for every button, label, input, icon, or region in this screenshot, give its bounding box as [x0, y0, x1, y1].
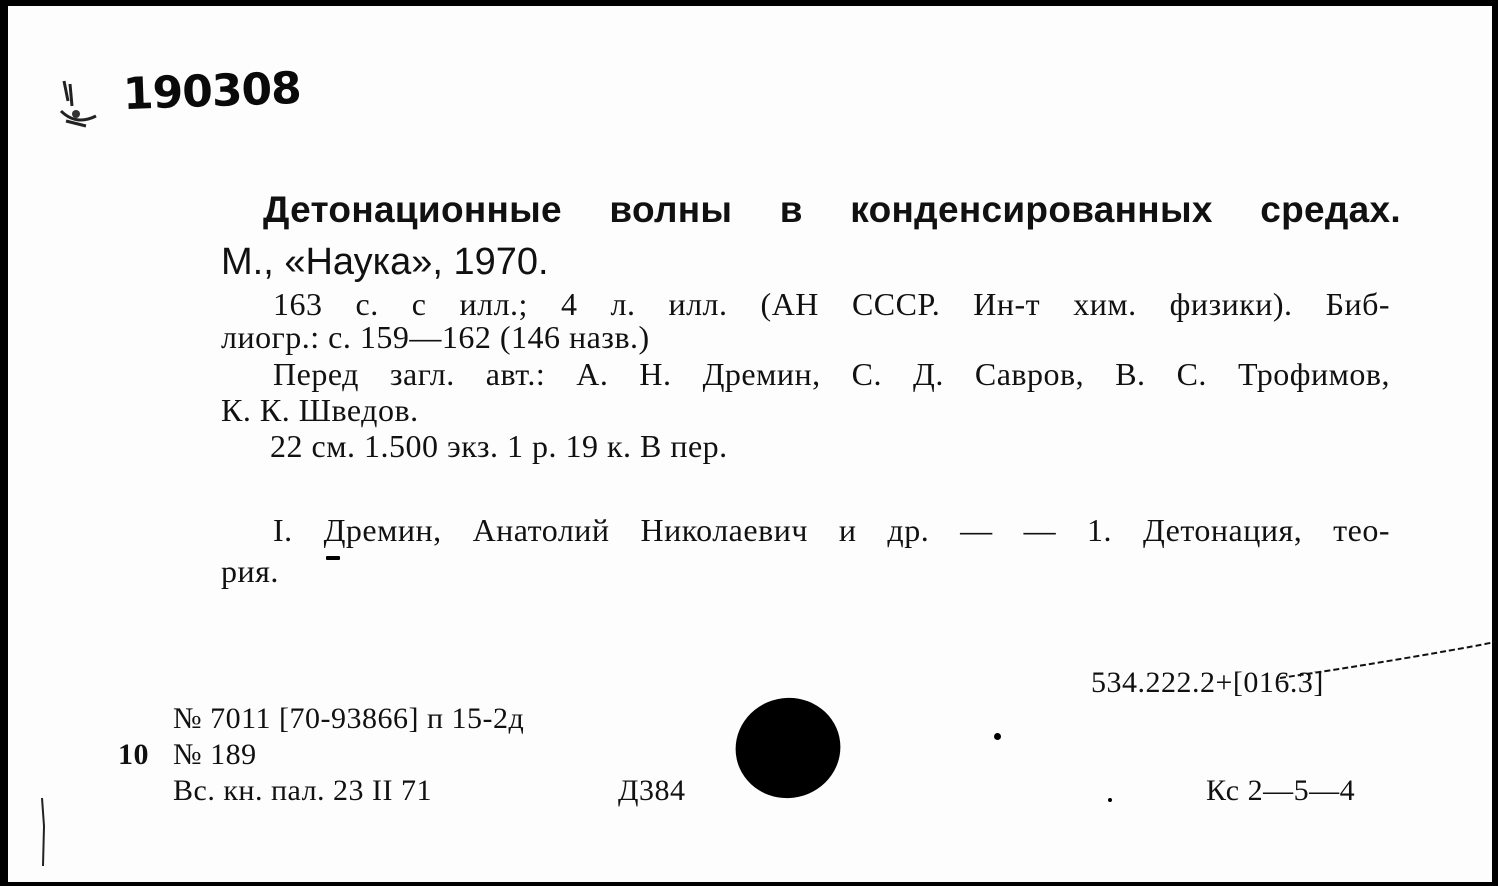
description-line-3: Перед загл. авт.: А. Н. Дремин, С. Д. Савров, В. С. Трофимов,: [273, 356, 1390, 392]
ink-dot: [1108, 798, 1112, 802]
tracing-line-2: рия.: [221, 553, 279, 589]
description-line-5: 22 см. 1.500 экз. 1 р. 19 к. В пер.: [270, 428, 728, 464]
book-title: Детонационные волны в конденсированных средах.: [263, 189, 1401, 230]
publication-info: М., «Наука», 1970.: [221, 241, 549, 283]
lot-number: № 189: [173, 738, 257, 771]
price-code: Д384: [618, 774, 686, 807]
lot-prefix: 10: [118, 738, 149, 771]
order-number: № 7011 [70-93866] п 15-2д: [173, 702, 525, 735]
catalog-card: [8, 6, 1492, 882]
description-line-2: лиогр.: с. 159—162 (146 назв.): [221, 319, 650, 355]
pen-stroke: [1278, 638, 1496, 682]
description-line-4: К. К. Шведов.: [221, 392, 419, 428]
registry-stamp: Вс. кн. пал. 23 II 71: [173, 774, 433, 807]
ink-dot: [994, 733, 1001, 740]
ink-dash: [326, 556, 340, 560]
tracing-line-1: I. Дремин, Анатолий Николаевич и др. — — 1. Детонация, тео-: [273, 512, 1390, 548]
kc-code: Кс 2—5—4: [1206, 774, 1356, 807]
handwritten-number: 190308: [122, 62, 302, 121]
margin-mark: [34, 796, 54, 871]
ink-smudge: [56, 76, 116, 136]
classification-code: 534.222.2+[016.3]: [1091, 666, 1324, 699]
ink-blot: [726, 688, 849, 808]
description-line-1: 163 с. с илл.; 4 л. илл. (АН СССР. Ин-т хим. физики). Биб-: [273, 286, 1390, 322]
